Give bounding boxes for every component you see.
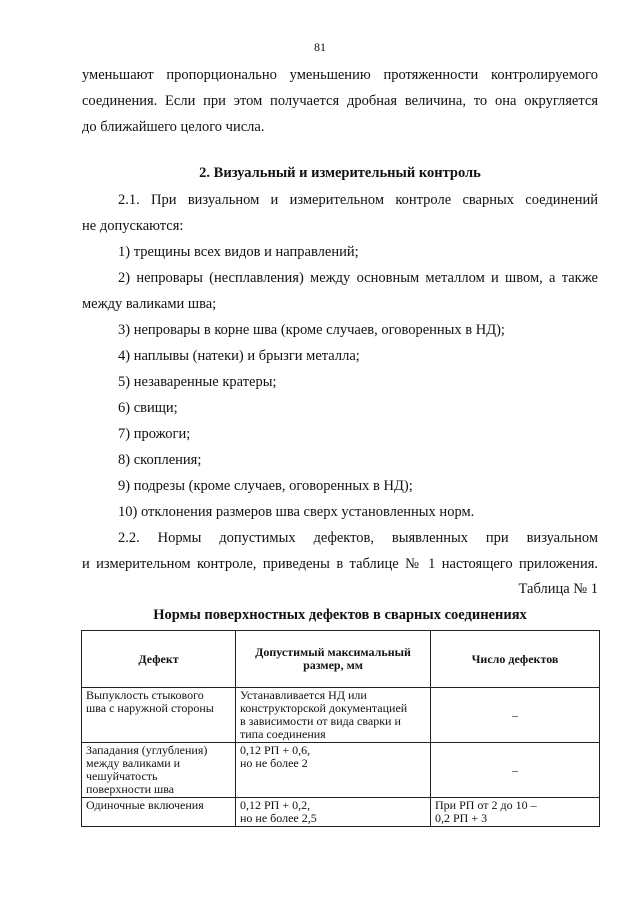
- list-item-7: 7) прожоги;: [118, 426, 191, 442]
- header-count: Число дефектов: [431, 631, 600, 688]
- cell-line: Одиночные включения: [86, 798, 204, 812]
- cell-line: 0,12 РП + 0,2,: [240, 798, 311, 812]
- cell-line: между валиками и: [86, 756, 181, 770]
- cell-line: Выпуклость стыкового: [86, 688, 204, 702]
- cell-line: поверхности шва: [86, 782, 175, 796]
- page-number: 81: [314, 40, 326, 54]
- list-item-10: 10) отклонения размеров шва сверх установленных норм.: [118, 504, 475, 520]
- header-defect: Дефект: [82, 631, 236, 688]
- table-row: [82, 798, 600, 827]
- cell-size: [236, 688, 431, 743]
- defects-table: [81, 630, 600, 827]
- cell-defect: [82, 798, 236, 827]
- cell-size: [236, 798, 431, 827]
- list-item-1: 1) трещины всех видов и направлений;: [118, 244, 359, 260]
- clause-2-1-line-1: 2.1. При визуальном и измерительном контроле сварных соединений: [118, 192, 598, 208]
- intro-line-1: уменьшают пропорционально уменьшению протяженности контролируемого: [82, 67, 598, 83]
- table-label: Таблица № 1: [518, 581, 598, 597]
- cell-count: [431, 798, 600, 827]
- cell-line: шва с наружной стороны: [86, 701, 214, 715]
- cell-line: При РП от 2 до 10 –: [435, 798, 537, 812]
- list-item-2-line-2: между валиками шва;: [82, 296, 217, 312]
- list-item-3: 3) непровары в корне шва (кроме случаев, оговоренных в НД);: [118, 322, 505, 338]
- clause-2-2-line-2: и измерительном контроле, приведены в таблице № 1 настоящего приложения.: [82, 556, 598, 572]
- cell-defect: [82, 743, 236, 798]
- list-item-2-line-1: 2) непровары (несплавления) между основным металлом и швом, а также: [118, 270, 598, 286]
- clause-2-1-line-2: не допускаются:: [82, 218, 184, 234]
- cell-line: но не более 2: [240, 756, 308, 770]
- intro-line-2: соединения. Если при этом получается дробная величина, то она округляется: [82, 93, 598, 109]
- table-row: [82, 743, 600, 798]
- table-header-row: [82, 631, 600, 688]
- list-item-4: 4) наплывы (натеки) и брызги металла;: [118, 348, 360, 364]
- list-item-5: 5) незаваренные кратеры;: [118, 374, 277, 390]
- header-max-size: [236, 631, 431, 688]
- section-title: 2. Визуальный и измерительный контроль: [199, 165, 481, 181]
- cell-line: –: [512, 762, 518, 777]
- cell-line: Западания (углубления): [86, 743, 208, 757]
- cell-line: в зависимости от вида сварки и: [240, 714, 401, 728]
- cell-line: –: [512, 707, 518, 722]
- cell-line: 0,2 РП + 3: [435, 811, 488, 825]
- header-max-size-line-1: Допустимый максимальный: [255, 645, 411, 659]
- cell-line: чешуйчатость: [86, 769, 158, 783]
- table-row: [82, 688, 600, 743]
- cell-size: [236, 743, 431, 798]
- cell-line: но не более 2,5: [240, 811, 317, 825]
- cell-count: [431, 688, 600, 743]
- clause-2-2-line-1: 2.2. Нормы допустимых дефектов, выявленных при визуальном: [118, 530, 598, 546]
- list-item-9: 9) подрезы (кроме случаев, оговоренных в НД);: [118, 478, 413, 494]
- cell-defect: [82, 688, 236, 743]
- cell-line: конструкторской документацией: [240, 701, 408, 715]
- cell-line: типа соединения: [240, 727, 326, 741]
- table-title: Нормы поверхностных дефектов в сварных соединениях: [153, 607, 527, 623]
- cell-count: [431, 743, 600, 798]
- intro-line-3: до ближайшего целого числа.: [82, 119, 265, 135]
- defects-table-container: [81, 630, 599, 827]
- list-item-6: 6) свищи;: [118, 400, 178, 416]
- header-max-size-line-2: размер, мм: [303, 658, 363, 672]
- cell-line: Устанавливается НД или: [240, 688, 367, 702]
- list-item-8: 8) скопления;: [118, 452, 202, 468]
- cell-line: 0,12 РП + 0,6,: [240, 743, 311, 757]
